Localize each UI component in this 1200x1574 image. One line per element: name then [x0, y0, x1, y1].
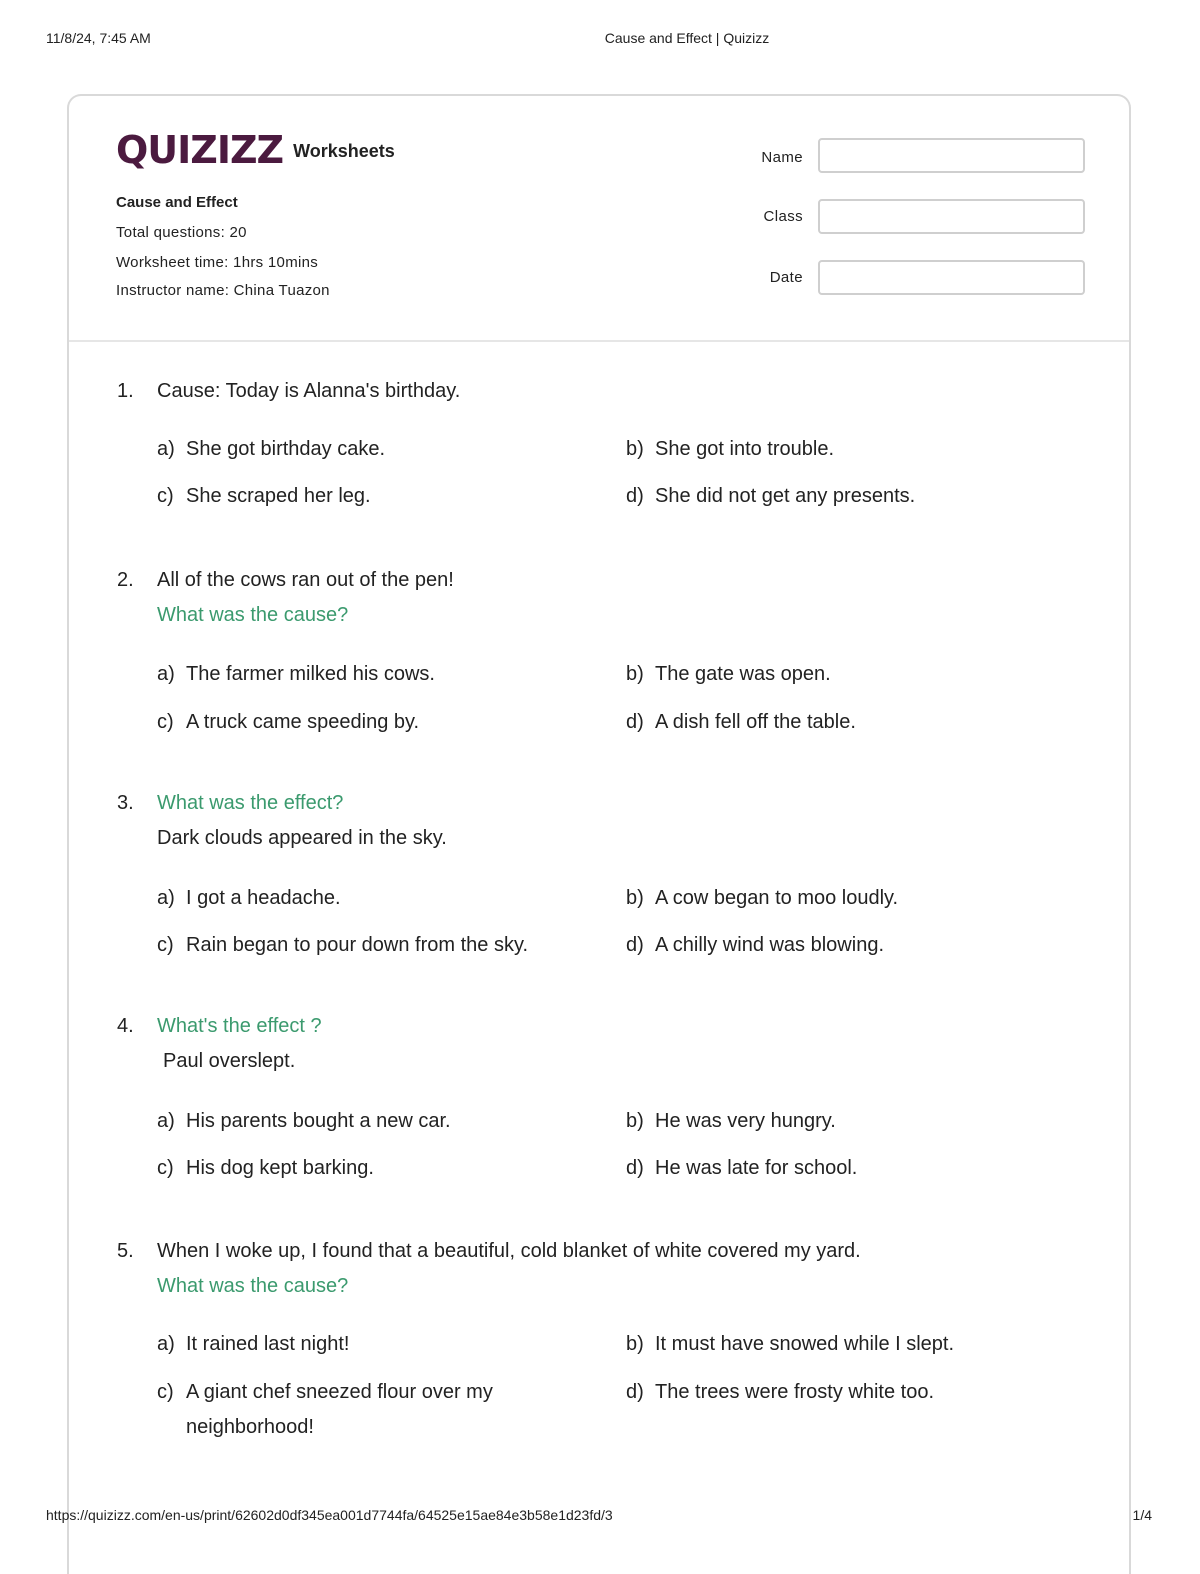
worksheet-title: Cause and Effect [116, 194, 238, 211]
question-prompt: What's the effect ? [157, 1015, 322, 1037]
option-a[interactable]: a) His parents bought a new car. [157, 1110, 451, 1132]
question-prompt: What was the cause? [157, 604, 349, 626]
option-b[interactable]: b) The gate was open. [626, 663, 831, 685]
class-label: Class [763, 208, 803, 225]
option-d[interactable]: d) A chilly wind was blowing. [626, 934, 884, 956]
instructor-name: Instructor name: China Tuazon [116, 282, 330, 299]
question-text: All of the cows ran out of the pen! [157, 569, 454, 591]
question-text: Cause: Today is Alanna's birthday. [157, 380, 461, 402]
class-field[interactable] [818, 199, 1085, 234]
worksheet-card [67, 94, 1131, 1574]
name-field[interactable] [818, 138, 1085, 173]
question-number: 2. [117, 569, 134, 591]
option-c[interactable]: c) His dog kept barking. [157, 1157, 374, 1179]
option-b[interactable]: b) He was very hungry. [626, 1110, 836, 1132]
worksheets-label: Worksheets [293, 140, 395, 161]
name-label: Name [761, 149, 803, 166]
brand-logo [116, 130, 395, 170]
option-c[interactable]: c) A giant chef sneezed flour over my neighborhood! [157, 1381, 493, 1438]
quizizz-logo: QUIZIZZ [116, 128, 284, 172]
option-d[interactable]: d) The trees were frosty white too. [626, 1381, 935, 1403]
option-d[interactable]: d) A dish fell off the table. [626, 711, 856, 733]
print-url: https://quizizz.com/en-us/print/62602d0df345ea001d7744fa/64525e15ae84e3b58e1d23fd/3 [46, 1507, 613, 1523]
option-d[interactable]: d) He was late for school. [626, 1157, 858, 1179]
option-c[interactable]: c) She scraped her leg. [157, 485, 371, 507]
question-number: 5. [117, 1240, 134, 1262]
question-number: 4. [117, 1015, 134, 1037]
total-questions: Total questions: 20 [116, 224, 247, 241]
option-c[interactable]: c) Rain began to pour down from the sky. [157, 934, 529, 956]
worksheet-header [69, 96, 1129, 342]
print-datetime: 11/8/24, 7:45 AM [46, 30, 151, 46]
question-text: Paul overslept. [163, 1050, 296, 1072]
page-number: 1/4 [1132, 1507, 1152, 1523]
date-label: Date [769, 269, 803, 286]
option-a[interactable]: a) She got birthday cake. [157, 438, 386, 460]
print-tab-title: Cause and Effect | Quizizz [604, 30, 770, 46]
question-text: Dark clouds appeared in the sky. [157, 827, 447, 849]
option-d[interactable]: d) She did not get any presents. [626, 485, 916, 507]
question-number: 1. [117, 380, 134, 402]
option-a[interactable]: a) I got a headache. [157, 887, 341, 909]
option-b[interactable]: b) A cow began to moo loudly. [626, 887, 899, 909]
option-b[interactable]: b) It must have snowed while I slept. [626, 1333, 955, 1355]
worksheet-time: Worksheet time: 1hrs 10mins [116, 254, 319, 271]
option-a[interactable]: a) It rained last night! [157, 1333, 350, 1355]
option-a[interactable]: a) The farmer milked his cows. [157, 663, 435, 685]
question-prompt: What was the effect? [157, 792, 344, 814]
question-number: 3. [117, 792, 134, 814]
option-c[interactable]: c) A truck came speeding by. [157, 711, 420, 733]
date-field[interactable] [818, 260, 1085, 295]
option-b[interactable]: b) She got into trouble. [626, 438, 835, 460]
question-text: When I woke up, I found that a beautiful, cold blanket of white covered my yard. [157, 1240, 861, 1262]
question-prompt: What was the cause? [157, 1275, 349, 1297]
